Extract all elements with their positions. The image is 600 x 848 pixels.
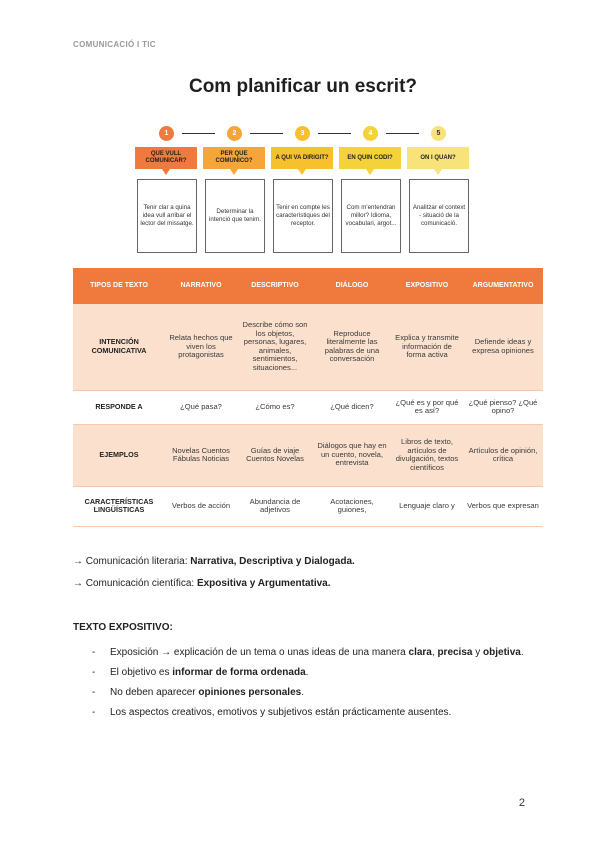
- step-label: ON I QUAN?: [407, 147, 469, 169]
- step-description: Analitzar el context - situació de la comunicació.: [409, 179, 469, 253]
- table-cell: Artículos de opinión, crítica: [463, 424, 543, 486]
- page-number: 2: [518, 797, 525, 809]
- table-cell: Verbos que expresan: [463, 486, 543, 526]
- dash-icon: -: [92, 687, 96, 698]
- bullet-text: No deben aparecer: [110, 687, 199, 698]
- table-cell: ¿Qué es y por qué es así?: [391, 390, 463, 424]
- line-prefix: → Comunicación literaria:: [73, 556, 191, 567]
- table-header-row: [73, 268, 543, 304]
- row-header: CARACTERÍSTICAS LINGÜÍSTICAS: [73, 486, 165, 526]
- step-label: QUE VULL COMUNICAR?: [135, 147, 197, 169]
- bullet-text: y: [472, 647, 484, 658]
- bullet-emphasis: informar de forma ordenada: [172, 667, 306, 678]
- section-title: TEXTO EXPOSITIVO:: [73, 622, 173, 633]
- table-cell: Reproduce literalmente las palabras de una conversación: [313, 304, 391, 390]
- table-cell: Defiende ideas y expresa opiniones: [463, 304, 543, 390]
- line-emphasis: Narrativa, Descriptiva y Dialogada.: [190, 556, 355, 567]
- list-item: [92, 683, 532, 703]
- step-2: [203, 120, 269, 250]
- bullet-list: [92, 643, 532, 723]
- step-description: Com m'entendran millor? Idioma, vocabulari, argot...: [341, 179, 401, 253]
- table-cell: Lenguaje claro y: [391, 486, 463, 526]
- bullet-emphasis: clara: [408, 647, 432, 658]
- table-cell: Diálogos que hay en un cuento, novela, entrevista: [313, 424, 391, 486]
- column-header: ARGUMENTATIVO: [463, 268, 543, 304]
- step-label: A QUI VA DIRIGIT?: [271, 147, 333, 169]
- row-header: RESPONDE A: [73, 390, 165, 424]
- arrow-down-icon: [230, 169, 238, 175]
- bullet-text: ,: [431, 647, 438, 658]
- planning-infographic: [135, 70, 471, 258]
- table-row: [73, 424, 543, 486]
- dash-icon: -: [92, 647, 96, 658]
- text-types-table: [73, 268, 539, 521]
- table-cell: Libros de texto, artículos de divulgación, textos científicos: [391, 424, 463, 486]
- bullet-text: El objetivo es: [110, 667, 173, 678]
- step-description: Determinar la intenció que tenim.: [205, 179, 265, 253]
- dash-icon: -: [92, 667, 96, 678]
- step-4: [339, 120, 405, 250]
- step-label: EN QUIN CODI?: [339, 147, 401, 169]
- step-1: [135, 120, 201, 250]
- bullet-emphasis: objetiva: [483, 647, 521, 658]
- table-row: [73, 390, 543, 424]
- step-5: [407, 120, 473, 250]
- steps-row: [135, 120, 471, 250]
- line-emphasis: Expositiva y Argumentativa.: [196, 578, 331, 589]
- literary-communication-line: [73, 556, 355, 567]
- bullet-text: .: [301, 687, 304, 698]
- step-number: 1: [159, 126, 174, 141]
- bullet-text: Los aspectos creativos, emotivos y subjetivos están prácticamente ausentes.: [110, 707, 452, 718]
- arrow-down-icon: [298, 169, 306, 175]
- step-3: [271, 120, 337, 250]
- column-header: TIPOS DE TEXTO: [73, 268, 165, 304]
- table-cell: ¿Qué pasa?: [165, 390, 237, 424]
- list-item: [92, 643, 532, 663]
- table-row: [73, 304, 543, 390]
- table-cell: Describe cómo son los objetos, personas, lugares, animales, sentimientos, situaciones...: [237, 304, 313, 390]
- arrow-down-icon: [162, 169, 170, 175]
- list-item: [92, 703, 532, 723]
- step-description: Tenir clar a quina idea vull arribar el lector del missatge.: [137, 179, 197, 253]
- table-cell: Verbos de acción: [165, 486, 237, 526]
- step-description: Tenir en compte les característiques del receptor.: [273, 179, 333, 253]
- step-label: PER QUE COMUNICO?: [203, 147, 265, 169]
- table-row: [73, 486, 543, 526]
- row-header: INTENCIÓN COMUNICATIVA: [73, 304, 165, 390]
- table-cell: Abundancia de adjetivos: [237, 486, 313, 526]
- bullet-text: .: [520, 647, 524, 658]
- table-cell: Guías de viaje Cuentos Novelas: [237, 424, 313, 486]
- column-header: EXPOSITIVO: [391, 268, 463, 304]
- page-header: COMUNICACIÓ I TIC: [73, 40, 156, 49]
- step-number: 5: [431, 126, 446, 141]
- table-cell: Acotaciones, guiones,: [313, 486, 391, 526]
- infographic-title: Com planificar un escrit?: [188, 76, 418, 97]
- bullet-emphasis: opiniones personales: [198, 687, 302, 698]
- column-header: DESCRIPTIVO: [237, 268, 313, 304]
- step-number: 3: [295, 126, 310, 141]
- step-number: 4: [363, 126, 378, 141]
- row-header: EJEMPLOS: [73, 424, 165, 486]
- table-cell: Novelas Cuentos Fábulas Noticias: [165, 424, 237, 486]
- table-cell: ¿Qué pienso? ¿Qué opino?: [463, 390, 543, 424]
- dash-icon: -: [92, 707, 96, 718]
- column-header: NARRATIVO: [165, 268, 237, 304]
- line-prefix: → Comunicación científica:: [73, 578, 197, 589]
- table-cell: ¿Qué dicen?: [313, 390, 391, 424]
- table-cell: ¿Cómo es?: [237, 390, 313, 424]
- scientific-communication-line: [73, 578, 331, 589]
- bullet-emphasis: precisa: [437, 647, 473, 658]
- arrow-down-icon: [434, 169, 442, 175]
- arrow-down-icon: [366, 169, 374, 175]
- bullet-text: Exposición → explicación de un tema o unas ideas de una manera: [110, 647, 409, 658]
- table-cell: Relata hechos que viven los protagonistas: [165, 304, 237, 390]
- column-header: DIÁLOGO: [313, 268, 391, 304]
- list-item: [92, 663, 532, 683]
- bullet-text: .: [305, 667, 309, 678]
- step-number: 2: [227, 126, 242, 141]
- table-cell: Explica y transmite información de forma activa: [391, 304, 463, 390]
